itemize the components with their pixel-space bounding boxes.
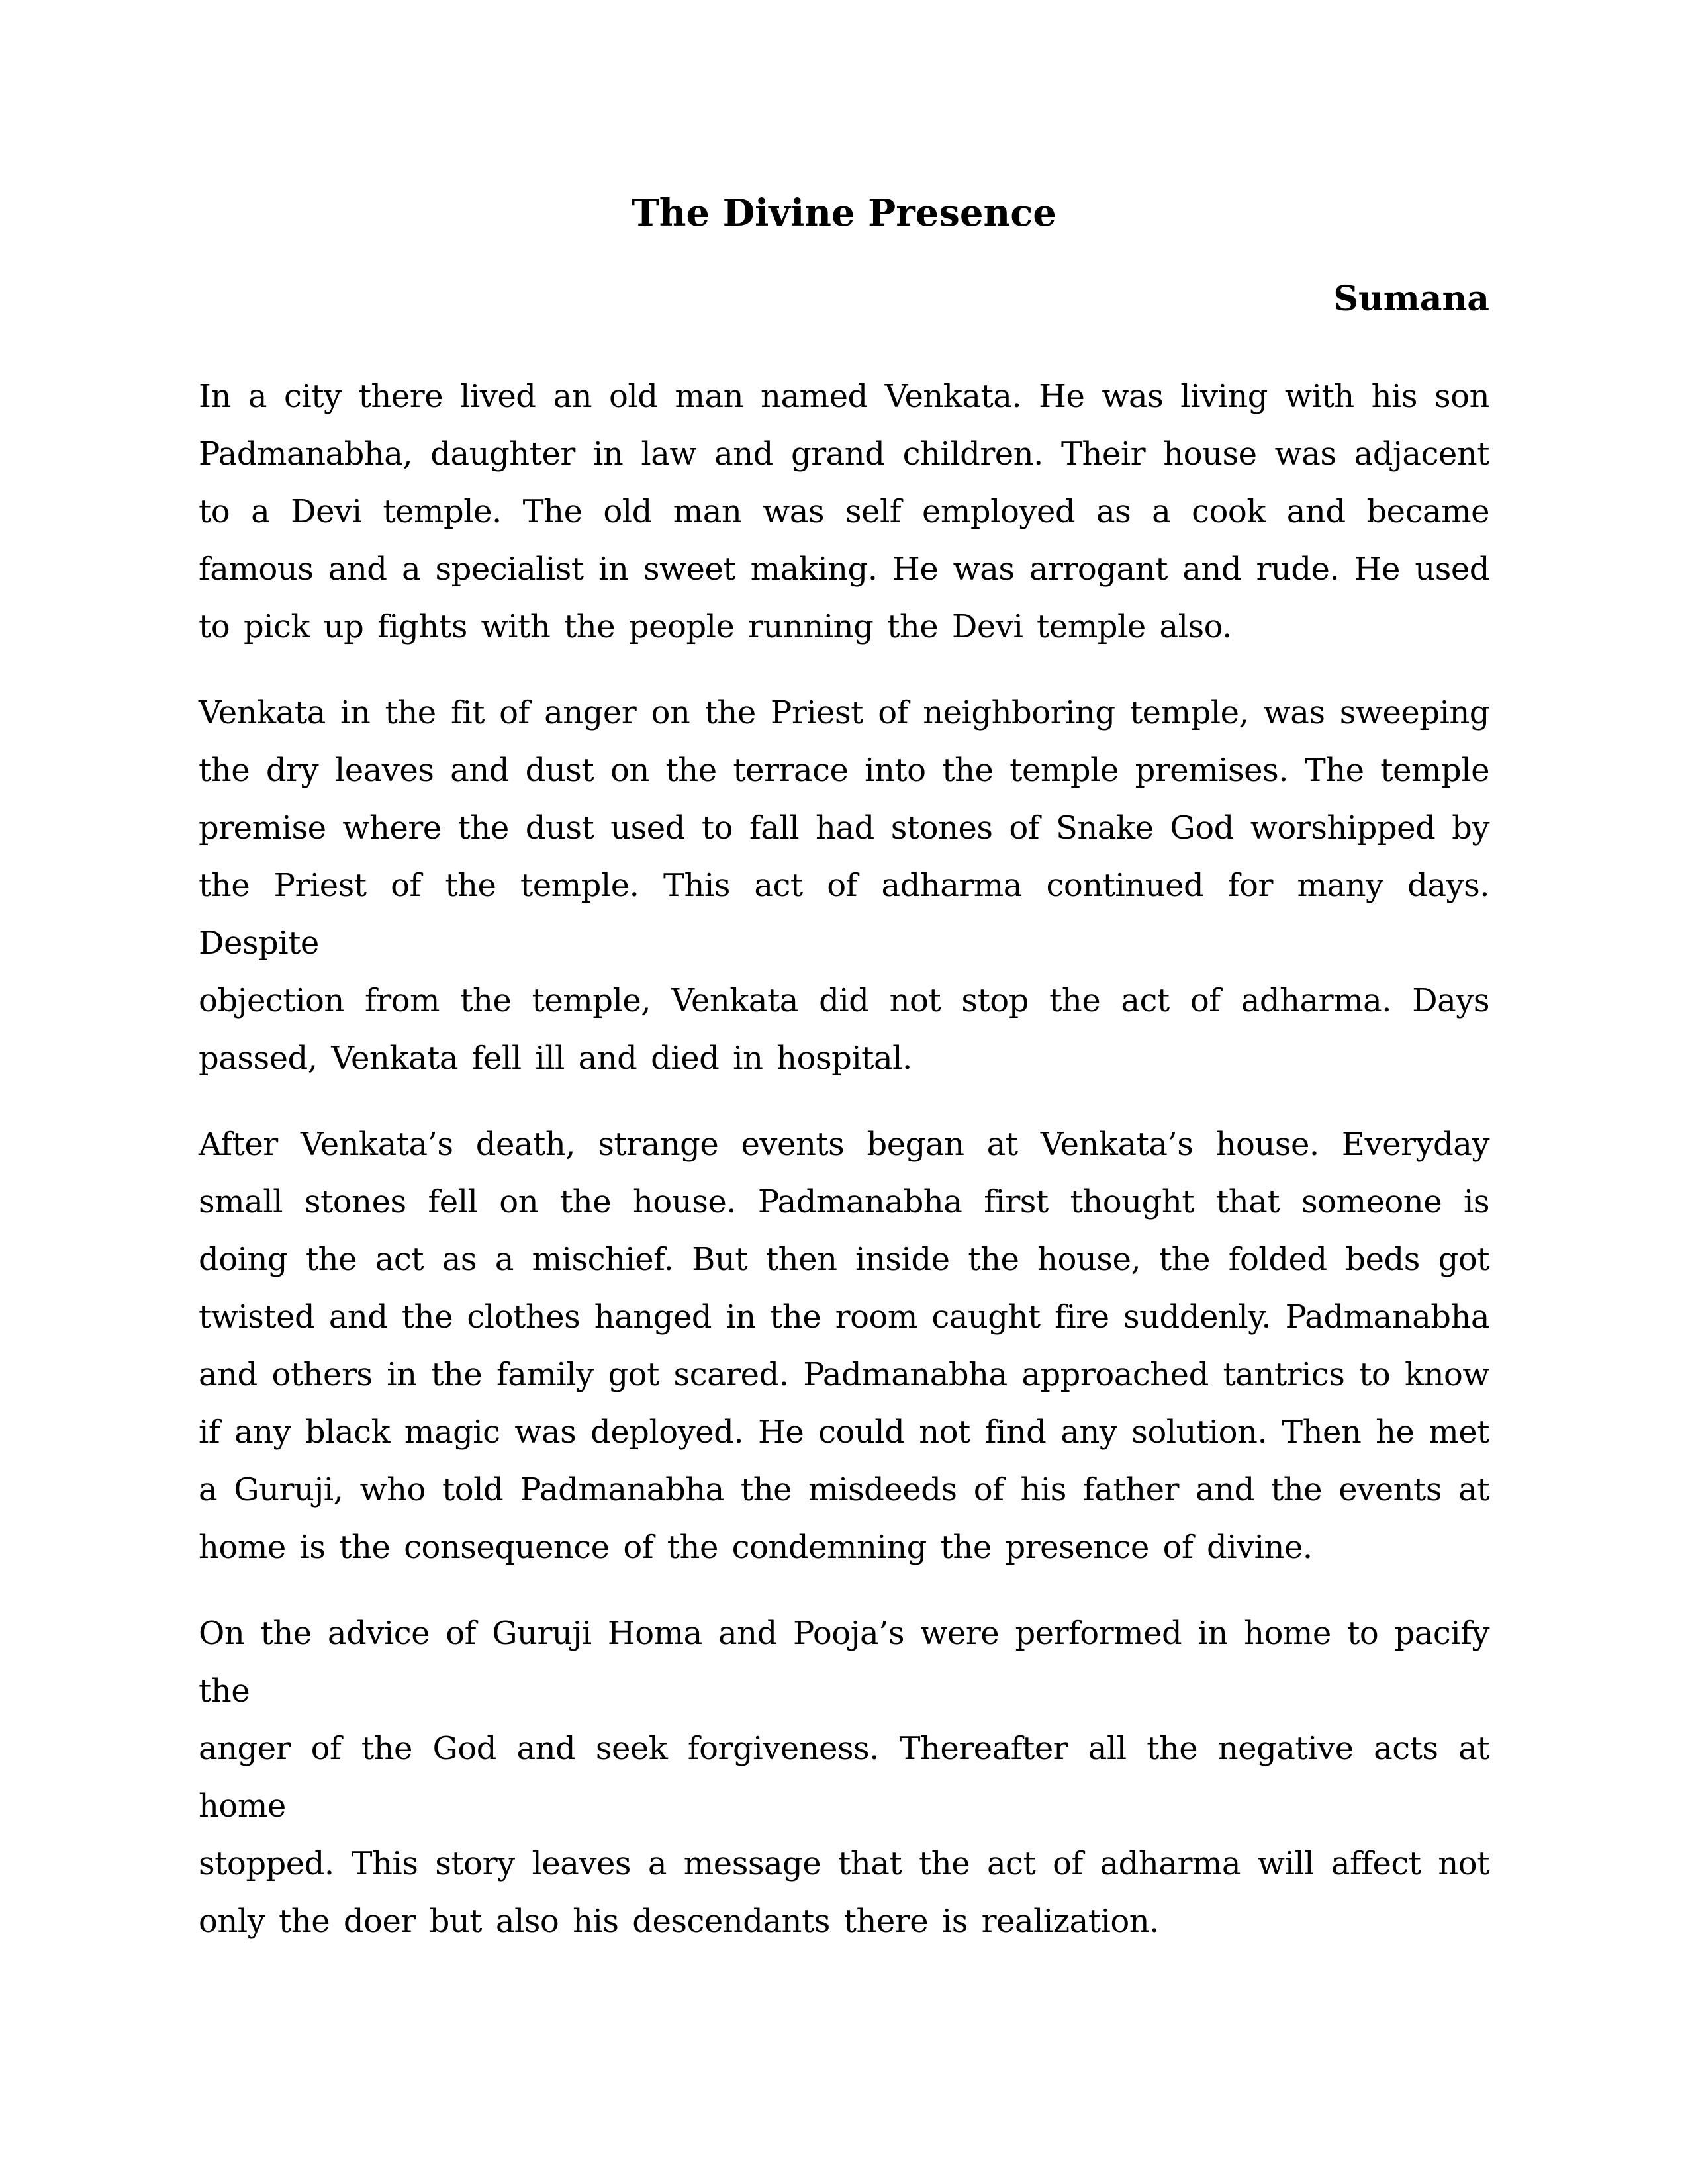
- paragraph-3: [199, 1116, 1489, 1576]
- text-line: home is the consequence of the condemning the presence of divine.: [199, 1529, 1313, 1566]
- text-line: to a Devi temple. The old man was self employed as a cook and became: [199, 493, 1489, 530]
- text-line: the Priest of the temple. This act of adharma continued for many days. Despite: [199, 867, 1489, 962]
- paragraph-2: [199, 684, 1489, 1087]
- page-title: The Divine Presence: [632, 191, 1056, 235]
- text-line: doing the act as a mischief. But then inside the house, the folded beds got: [199, 1241, 1489, 1278]
- text-line: In a city there lived an old man named Venkata. He was living with his son: [199, 378, 1489, 415]
- text-line: passed, Venkata fell ill and died in hospital.: [199, 1040, 912, 1077]
- paragraph-1: [199, 368, 1489, 656]
- text-line: premise where the dust used to fall had stones of Snake God worshipped by: [199, 809, 1489, 846]
- text-line: a Guruji, who told Padmanabha the misdeeds of his father and the events at: [199, 1471, 1489, 1508]
- text-line: small stones fell on the house. Padmanabha first thought that someone is: [199, 1183, 1489, 1220]
- text-line: Padmanabha, daughter in law and grand children. Their house was adjacent: [199, 435, 1489, 473]
- paragraph-4: [199, 1605, 1489, 1950]
- text-line: objection from the temple, Venkata did not stop the act of adharma. Days: [199, 982, 1489, 1019]
- text-line: anger of the God and seek forgiveness. Thereafter all the negative acts at home: [199, 1730, 1489, 1825]
- text-line: to pick up fights with the people running the Devi temple also.: [199, 608, 1232, 645]
- text-line: only the doer but also his descendants there is realization.: [199, 1903, 1159, 1940]
- author-byline: Sumana: [1333, 279, 1489, 319]
- text-line: Venkata in the fit of anger on the Priest of neighboring temple, was sweeping: [199, 694, 1489, 731]
- text-line: if any black magic was deployed. He could not find any solution. Then he met: [199, 1414, 1489, 1451]
- text-line: After Venkata’s death, strange events began at Venkata’s house. Everyday: [199, 1126, 1489, 1163]
- text-line: twisted and the clothes hanged in the room caught fire suddenly. Padmanabha: [199, 1298, 1489, 1336]
- text-line: the dry leaves and dust on the terrace into the temple premises. The temple: [199, 752, 1489, 789]
- text-line: and others in the family got scared. Padmanabha approached tantrics to know: [199, 1356, 1489, 1393]
- text-line: On the advice of Guruji Homa and Pooja’s were performed in home to pacify the: [199, 1615, 1489, 1709]
- text-line: famous and a specialist in sweet making. He was arrogant and rude. He used: [199, 551, 1489, 588]
- text-line: stopped. This story leaves a message that the act of adharma will affect not: [199, 1845, 1489, 1882]
